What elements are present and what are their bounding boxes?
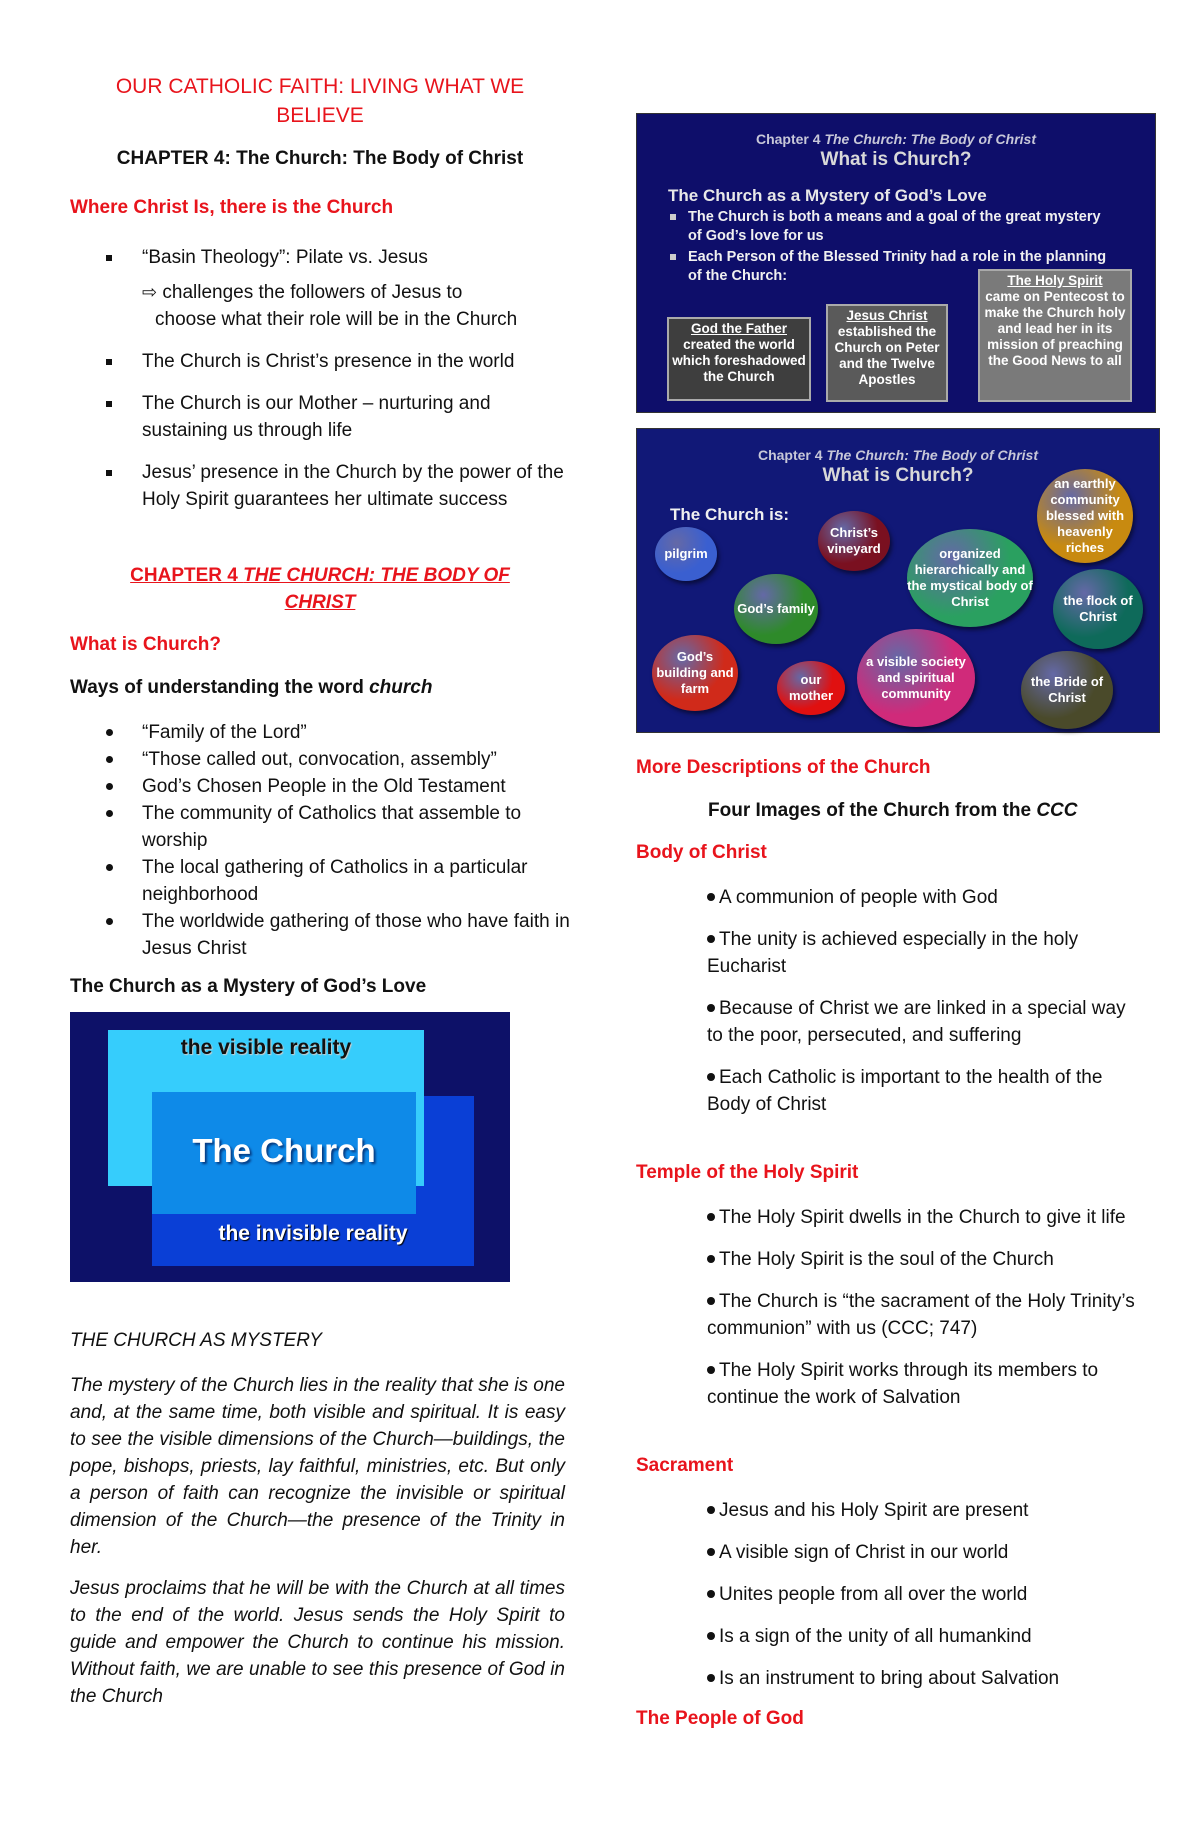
more-descriptions-heading: More Descriptions of the Church (636, 757, 931, 778)
ways-heading-text: Ways of understanding the word (70, 677, 370, 698)
bullet-icon (707, 1073, 715, 1081)
mystery-caption: THE CHURCH AS MYSTERY (70, 1330, 322, 1351)
chapter-heading: CHAPTER 4: The Church: The Body of Christ (116, 148, 524, 169)
body-of-christ-heading: Body of Christ (636, 842, 767, 863)
list-item (707, 884, 1137, 911)
slide-bullet-text: The Church is both a means and a goal of the great mystery of God’s love for us (688, 209, 1101, 244)
sacrament-heading: Sacrament (636, 1455, 734, 1476)
list-item (70, 908, 570, 962)
bullet-icon (707, 1590, 715, 1598)
slide-chapter-text: Chapter 4 (757, 447, 827, 463)
sacrament-list (707, 1497, 1137, 1692)
list-item-text: The worldwide gathering of those who have faith in Jesus Christ (142, 911, 570, 959)
list-item (70, 800, 570, 854)
list-item-text: The Holy Spirit dwells in the Church to give it life (719, 1207, 1126, 1228)
church-is-label: The Church is: (670, 505, 790, 524)
list-item (70, 854, 570, 908)
slide-mystery-of-gods-love (636, 113, 1156, 413)
arrow-icon: ⇨ (142, 282, 158, 302)
list-item (707, 926, 1137, 980)
bullet-icon (707, 1632, 715, 1640)
arrow-subitem (70, 279, 570, 333)
bubble-our-mother: our mother (777, 661, 845, 715)
trinity-box-title: Jesus Christ (846, 308, 928, 323)
slide-chapter-italic: The Church: The Body of Christ (826, 447, 1039, 463)
slide-subtitle: The Church as a Mystery of God’s Love (668, 186, 987, 205)
bubble-organized: organized hierarchically and the mystical body of Christ (907, 529, 1033, 627)
church-label: The Church (192, 1132, 376, 1169)
bubble-earthly-community: an earthly community blessed with heavenly riches (1037, 469, 1133, 563)
list-item-text: Each Catholic is important to the health of the Body of Christ (707, 1067, 1103, 1115)
list-item (70, 244, 570, 271)
bullet-icon (707, 1213, 715, 1221)
slide-the-church-is (636, 428, 1160, 733)
list-item (707, 1581, 1137, 1608)
list-item-text: The Church is Christ’s presence in the world (142, 351, 515, 372)
list-item-text: The Holy Spirit works through its members to continue the work of Salvation (707, 1360, 1099, 1408)
four-images-text: Four Images of the Church from the (708, 800, 1037, 821)
bullet-icon (707, 1506, 715, 1514)
bubble-gods-family: God’s family (734, 574, 818, 644)
slide-chapter-label (637, 447, 1159, 463)
list-item (707, 1288, 1137, 1342)
bubble-gods-building: God’s building and farm (652, 635, 738, 711)
list-item (707, 1204, 1137, 1231)
body-of-christ-list (707, 884, 1137, 1118)
chapter-heading-2 (70, 562, 570, 616)
list-item (70, 746, 570, 773)
chapter2-prefix: CHAPTER 4 (130, 565, 244, 586)
bullet-icon (707, 893, 715, 901)
list-item (70, 348, 570, 375)
list-item-text: Unites people from all over the world (719, 1584, 1028, 1605)
list-item-text: Is a sign of the unity of all humankind (719, 1626, 1032, 1647)
list-item-text: “Basin Theology”: Pilate vs. Jesus (142, 247, 428, 268)
list-item (70, 773, 570, 800)
trinity-box-spirit (978, 269, 1132, 402)
bubble-vineyard: Christ’s vineyard (818, 511, 890, 571)
trinity-box-title: The Holy Spirit (1007, 273, 1103, 288)
mystery-paragraph-1: The mystery of the Church lies in the reality that she is one and, at the same time, both visible and spiritual. It is easy to see the visible dimensions of the Church—buildings, the pope, bishops, priests, lay faithful, ministries, etc. But only a person of faith can recognize the invisible or spiritual dimension of the Church—the presence of the Trinity in her. (70, 1375, 565, 1558)
list-item-text: God’s Chosen People in the Old Testament (142, 776, 506, 797)
section1-list (70, 244, 570, 528)
invisible-reality-label: the invisible reality (218, 1222, 408, 1245)
list-item (707, 1497, 1137, 1524)
trinity-box-text: came on Pentecost to make the Church holy and lead her in its mission of preaching the Good News to all (984, 289, 1126, 368)
bullet-icon (707, 935, 715, 943)
slide-title: What is Church? (822, 465, 974, 486)
visible-invisible-diagram (70, 1012, 510, 1282)
trinity-box-text: created the world which foreshadowed the Church (672, 337, 806, 384)
bullet-icon (707, 1674, 715, 1682)
slide-chapter-italic: The Church: The Body of Christ (824, 131, 1037, 147)
ways-heading-italic: church (369, 677, 433, 698)
list-item (70, 390, 570, 444)
list-item-text: A communion of people with God (719, 887, 998, 908)
what-is-church-heading: What is Church? (70, 634, 221, 655)
slide-title: What is Church? (820, 149, 972, 170)
temple-heading: Temple of the Holy Spirit (636, 1162, 859, 1183)
visible-reality-label: the visible reality (180, 1036, 352, 1059)
list-item (70, 459, 570, 513)
four-images-italic: CCC (1036, 800, 1078, 821)
slide-chapter-label (637, 131, 1155, 147)
chapter2-italic-1: THE CHURCH: THE BODY OF (243, 565, 510, 586)
list-item (707, 1623, 1137, 1650)
bullet-icon (707, 1366, 715, 1374)
list-item (707, 1357, 1137, 1411)
bubble-pilgrim: pilgrim (655, 527, 717, 581)
square-bullet-icon (670, 214, 676, 220)
arrow-subitem-line1: challenges the followers of Jesus to (162, 282, 463, 303)
document-title (70, 72, 570, 130)
list-item (707, 995, 1137, 1049)
bubble-visible-society: a visible society and spiritual community (857, 629, 975, 727)
list-item-text: The local gathering of Catholics in a particular neighborhood (142, 857, 528, 905)
bubble-bride: the Bride of Christ (1021, 651, 1113, 729)
slide-bullet-text: Each Person of the Blessed Trinity had a role in the planning of the Church: (688, 249, 1107, 284)
document-title-line1: OUR CATHOLIC FAITH: LIVING WHAT WE (115, 75, 525, 98)
list-item-text: The unity is achieved especially in the holy Eucharist (707, 929, 1079, 977)
bullet-icon (707, 1297, 715, 1305)
ways-heading (70, 677, 432, 699)
slide-bullet (668, 208, 1108, 246)
list-item (707, 1064, 1137, 1118)
list-item-text: Is an instrument to bring about Salvation (719, 1668, 1060, 1689)
list-item-text: The community of Catholics that assemble to worship (142, 803, 522, 851)
slide-chapter-text: Chapter 4 (755, 131, 825, 147)
trinity-box-father (667, 317, 811, 401)
bullet-icon (707, 1548, 715, 1556)
list-item-text: The Church is “the sacrament of the Holy Trinity’s communion” with us (CCC; 747) (707, 1291, 1135, 1339)
list-item-text: “Those called out, convocation, assembly” (142, 749, 497, 770)
trinity-box-title: God the Father (690, 321, 787, 336)
list-item-text: Because of Christ we are linked in a special way to the poor, persecuted, and suffering (707, 998, 1126, 1046)
list-item-text: The Holy Spirit is the soul of the Church (719, 1249, 1054, 1270)
people-of-god-heading: The People of God (636, 1708, 804, 1729)
ways-list (70, 719, 570, 962)
four-images-heading (708, 800, 1077, 822)
list-item-text: Jesus’ presence in the Church by the power of the Holy Spirit guarantees her ultimate success (142, 462, 564, 510)
list-item (707, 1665, 1137, 1692)
mystery-heading: The Church as a Mystery of God’s Love (70, 976, 427, 997)
trinity-box-text: established the Church on Peter and the Twelve Apostles (834, 324, 940, 387)
section-heading-where-christ: Where Christ Is, there is the Church (70, 197, 394, 218)
temple-list (707, 1204, 1137, 1411)
bullet-icon (707, 1004, 715, 1012)
list-item (70, 719, 570, 746)
arrow-subitem-line2: choose what their role will be in the Church (155, 309, 518, 330)
bubble-flock: the flock of Christ (1053, 569, 1143, 649)
list-item-text: “Family of the Lord” (142, 722, 307, 743)
list-item-text: A visible sign of Christ in our world (719, 1542, 1009, 1563)
square-bullet-icon (670, 254, 676, 260)
list-item (707, 1539, 1137, 1566)
document-title-line2: BELIEVE (276, 104, 364, 127)
trinity-box-jesus (826, 304, 948, 402)
mystery-paragraph-2: Jesus proclaims that he will be with the Church at all times to the end of the world. Jesus sends the Holy Spirit to guide and empower the Church to continue his mission. Without faith, we are unable to see this presence of God in the Church (70, 1578, 565, 1707)
list-item (707, 1246, 1137, 1273)
list-item-text: Jesus and his Holy Spirit are present (719, 1500, 1029, 1521)
bullet-icon (707, 1255, 715, 1263)
chapter2-italic-2: CHRIST (284, 592, 356, 613)
list-item-text: The Church is our Mother – nurturing and sustaining us through life (142, 393, 491, 441)
